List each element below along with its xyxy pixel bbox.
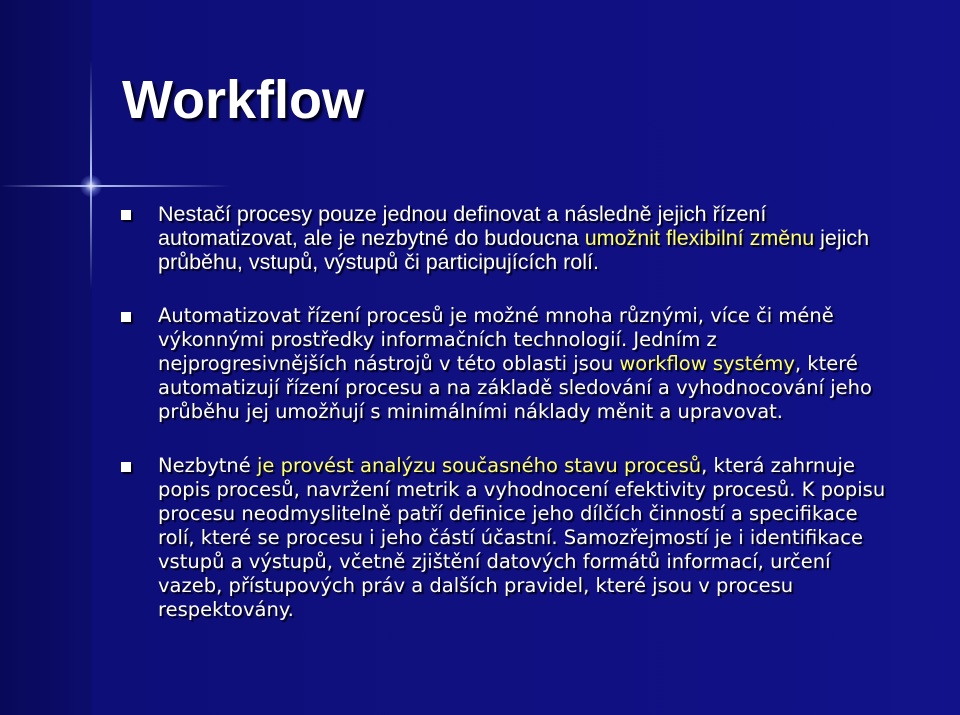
left-band-decoration <box>0 0 92 715</box>
bullet-item-2 <box>118 304 898 424</box>
bullet-list <box>118 202 898 622</box>
sparkle-horizontal-ray <box>0 185 230 187</box>
bullet-item-1 <box>118 202 898 274</box>
bullet-1-text-end: jejich průběhu, vstupů, výstupů či participujících rolí. <box>158 226 870 274</box>
bullet-2-text: Automatizovat řízení procesů je možné mnoha různými, více či méně výkonnými prostředky informačních technologií. Jedním z nejprogresivnějších nástrojů v této oblasti jsou <box>158 304 834 375</box>
bullet-3-highlight: je provést analýzu současného stavu procesů <box>256 454 702 477</box>
sparkle-icon <box>80 175 102 197</box>
square-bullet-icon <box>121 462 131 472</box>
bullet-item-3 <box>118 454 898 622</box>
bullet-2-highlight: workflow systémy <box>619 352 795 375</box>
bullet-1-text: Nestačí procesy pouze jednou definovat a následně jejich řízení automatizovat, ale je nezbytné do budoucna <box>158 202 767 250</box>
bullet-2-text-end: , které automatizují řízení procesu a na základě sledování a vyhodnocování jeho průběhu jej umožňují s minimálními náklady měnit a upravovat. <box>158 352 872 423</box>
bullet-3-text-end: , která zahrnuje popis procesů, navržení metrik a vyhodnocení efektivity procesů. K popisu procesu neodmyslitelně patří definice jeho dílčích činností a specifikace rolí, které se procesu i jeho částí účastní. Samozřejmostí je i identifikace vstupů a výstupů, včetně zjištění datových formátů informací, určení vazeb, přístupových práv a dalších pravidel, které jsou v procesu respektovány. <box>158 454 886 621</box>
square-bullet-icon <box>121 312 131 322</box>
slide-title: Workflow <box>122 70 364 130</box>
bullet-3-text: Nezbytné <box>158 454 257 477</box>
square-bullet-icon <box>121 210 131 220</box>
bullet-1-highlight: umožnit flexibilní změnu <box>584 226 815 250</box>
